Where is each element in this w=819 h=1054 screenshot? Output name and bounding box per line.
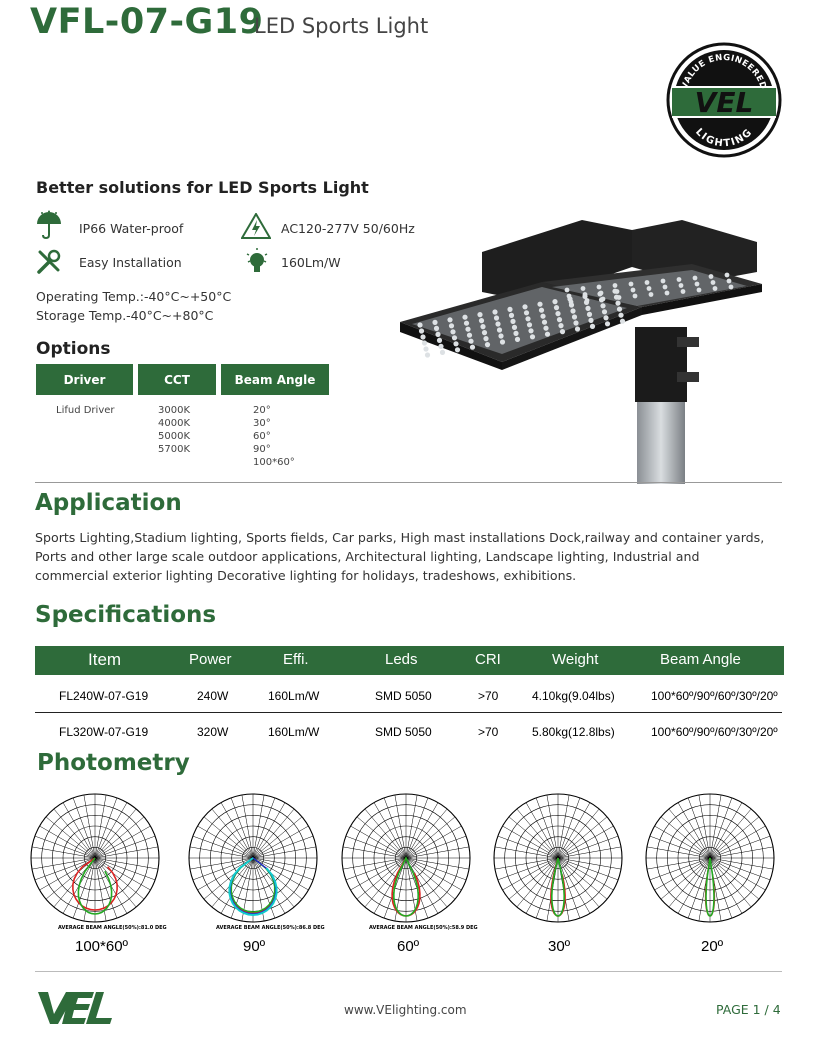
spec-col-cri: CRI: [475, 651, 501, 668]
option-beam-item: 60°: [253, 431, 271, 442]
spec-table-header: [35, 646, 784, 675]
spec-cell: FL320W-07-G19: [59, 725, 149, 739]
polar-beam-label: 100*60º: [75, 938, 129, 955]
spec-cell: 5.80kg(12.8lbs): [532, 725, 615, 739]
operating-temp: Operating Temp.:-40°C~+50°C: [36, 289, 232, 304]
option-cct-item: 3000K: [158, 405, 191, 416]
option-driver-item: Lifud Driver: [56, 405, 115, 416]
polar-diagram: [486, 783, 630, 933]
spec-col-item: Item: [88, 650, 122, 669]
options-col-beam: Beam Angle: [221, 364, 329, 395]
polar-beam-label: 90º: [243, 938, 266, 955]
option-beam-item: 30°: [253, 418, 271, 429]
spec-cell: SMD 5050: [375, 689, 432, 703]
application-heading: Application: [35, 490, 182, 516]
spec-col-power: Power: [189, 651, 232, 668]
polar-caption: AVERAGE BEAM ANGLE(50%):58.9 DEG: [369, 925, 478, 931]
spec-cell: SMD 5050: [375, 725, 432, 739]
options-driver-list: [56, 404, 115, 417]
product-model-title: VFL-07-G19: [30, 2, 264, 42]
spec-cell: 320W: [197, 725, 229, 739]
option-beam-item: 90°: [253, 444, 271, 455]
option-beam-item: 100*60°: [253, 457, 295, 468]
intro-heading: Better solutions for LED Sports Light: [36, 178, 369, 197]
spec-cell: 160Lm/W: [268, 689, 320, 703]
footer-website: www.VElighting.com: [344, 1003, 467, 1017]
option-cct-item: 5700K: [158, 444, 191, 455]
feature-efficacy: 160Lm/W: [281, 255, 341, 270]
product-image: [392, 212, 772, 484]
options-cct-list: [158, 404, 190, 456]
bulb-icon: [244, 246, 270, 276]
spec-col-effi: Effi.: [283, 651, 309, 668]
options-heading: Options: [36, 339, 111, 359]
polar-diagram: [334, 783, 478, 933]
option-cct-item: 5000K: [158, 431, 191, 442]
spec-col-leds: Leds: [385, 651, 418, 668]
polar-beam-label: 60º: [397, 938, 420, 955]
spec-cell: 160Lm/W: [268, 725, 320, 739]
logo-mark: VEL: [694, 86, 754, 119]
specifications-heading: Specifications: [35, 602, 217, 628]
footer-page-number: PAGE 1 / 4: [716, 1002, 781, 1017]
vel-logo-badge: [666, 42, 782, 158]
polar-caption: AVERAGE BEAM ANGLE(50%):86.8 DEG: [216, 925, 325, 931]
options-col-driver: Driver: [36, 364, 133, 395]
spec-cell: 4.10kg(9.04lbs): [532, 689, 615, 703]
application-text: Sports Lighting,Stadium lighting, Sports fields, Car parks, High mast installations Dock,railway and container yards, Ports and other large scale outdoor applications, Architectural lighting, Landscape lighting, Industrial and commercial exterior lighting Decorative lighting for holidays, tradeshows, exhibitions.: [35, 530, 765, 583]
logo-bottom-text: LIGHTING: [693, 126, 755, 150]
lightning-icon: [241, 213, 271, 239]
spec-row-divider: [35, 712, 782, 713]
options-beam-list: [253, 404, 295, 469]
feature-voltage: AC120-277V 50/60Hz: [281, 221, 415, 236]
footer-divider: [35, 971, 782, 972]
footer-logo: [36, 990, 116, 1026]
feature-installation: Easy Installation: [79, 255, 182, 270]
polar-caption: AVERAGE BEAM ANGLE(50%):81.0 DEG: [58, 925, 167, 931]
tools-icon: [36, 249, 62, 275]
polar-beam-label: 30º: [548, 938, 571, 955]
spec-cell: 100*60º/90º/60º/30º/20º: [651, 689, 778, 703]
spec-cell: 240W: [197, 689, 229, 703]
spec-col-weight: Weight: [552, 651, 599, 668]
polar-beam-label: 20º: [701, 938, 724, 955]
storage-temp: Storage Temp.-40°C~+80°C: [36, 308, 214, 323]
option-beam-item: 20°: [253, 405, 271, 416]
product-subtitle: LED Sports Light: [254, 14, 429, 38]
spec-cell: FL240W-07-G19: [59, 689, 149, 703]
spec-cell: >70: [478, 725, 499, 739]
polar-diagram: [181, 783, 325, 933]
options-col-cct: CCT: [138, 364, 216, 395]
feature-waterproof: IP66 Water-proof: [79, 221, 184, 236]
spec-col-beam: Beam Angle: [660, 651, 741, 668]
logo-top-text: VALUE ENGINEERED: [680, 52, 768, 91]
spec-cell: 100*60º/90º/60º/30º/20º: [651, 725, 778, 739]
option-cct-item: 4000K: [158, 418, 191, 429]
polar-diagram: [23, 783, 167, 933]
divider: [35, 482, 782, 483]
polar-diagram: [638, 783, 782, 933]
umbrella-icon: [36, 210, 62, 240]
spec-cell: >70: [478, 689, 499, 703]
photometry-heading: Photometry: [37, 750, 190, 776]
